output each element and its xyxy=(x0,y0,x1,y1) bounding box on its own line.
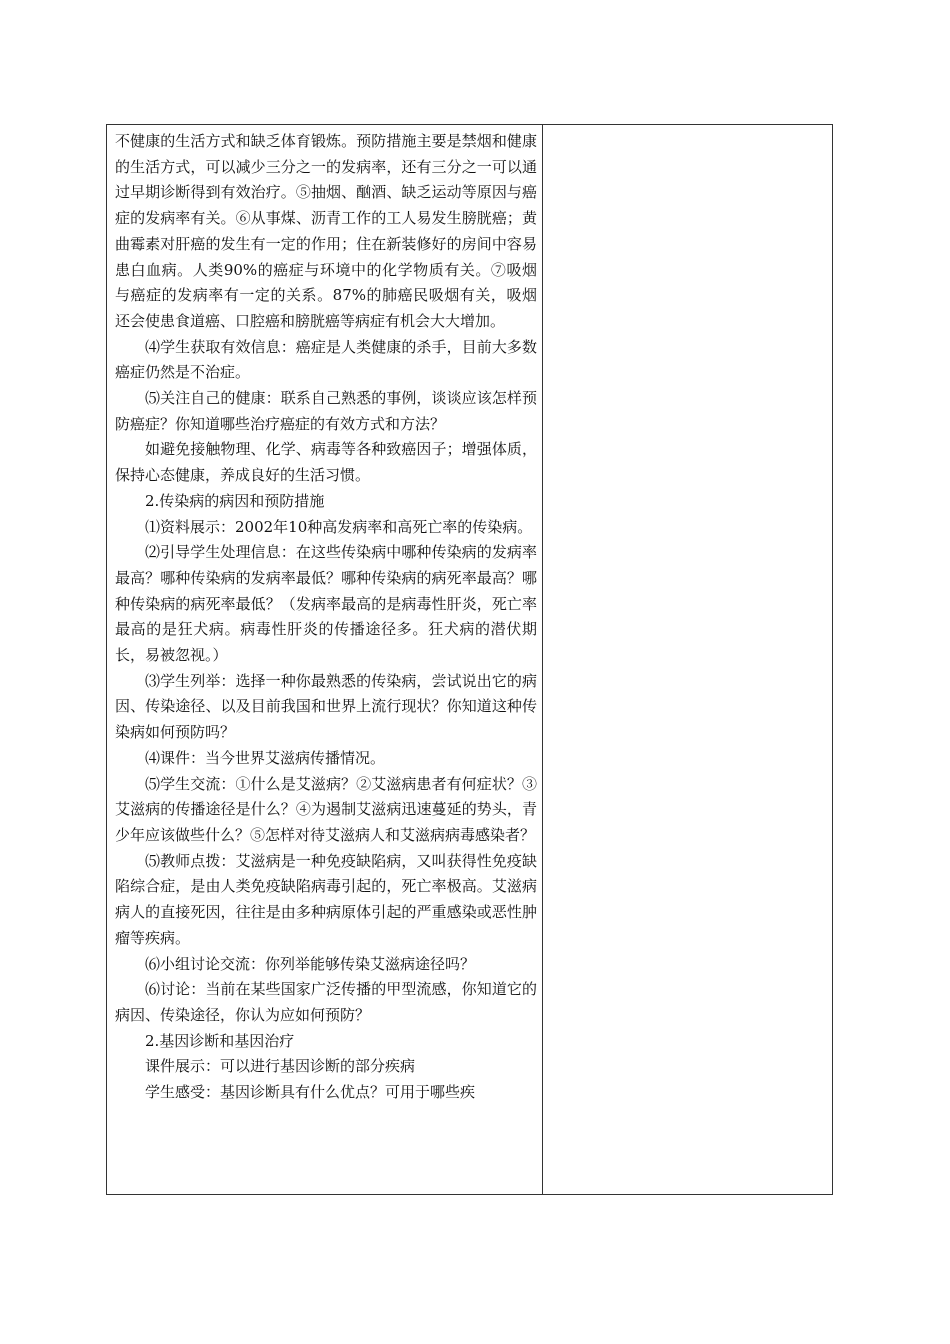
lesson-table xyxy=(106,124,833,1195)
paragraph-prevention-answer: 如避免接触物理、化学、病毒等各种致癌因子；增强体质，保持心态健康，养成良好的生活习惯。 xyxy=(115,440,537,485)
paragraph-health-concern: ⑸关注自己的健康：联系自己熟悉的事例，谈谈应该怎样预防癌症？你知道哪些治疗癌症的有效方式和方法？ xyxy=(115,389,537,433)
paragraph-teacher-guidance: ⑸教师点拨：艾滋病是一种免疫缺陷病，又叫获得性免疫缺陷综合症，是由人类免疫缺陷病毒引起的，死亡率极高。艾滋病病人的直接死因，往往是由多种病原体引起的严重感染或恶性肿瘤等疾病。 xyxy=(115,851,537,947)
section-heading-infectious: 2.传染病的病因和预防措施 xyxy=(145,491,325,510)
notes-cell xyxy=(543,125,832,1194)
paragraph-effective-info: ⑷学生获取有效信息：癌症是人类健康的杀手，目前大多数癌症仍然是不治症。 xyxy=(115,337,537,382)
paragraph-flu-discussion: ⑹讨论：当前在某些国家广泛传播的甲型流感，你知道它的病因、传染途径，你认为应如何预防？ xyxy=(115,980,537,1024)
lesson-content-cell xyxy=(107,125,542,1194)
paragraph-gene-feeling: 学生感受：基因诊断具有什么优点？可用于哪些疾 xyxy=(145,1083,476,1102)
paragraph-data-display: ⑴资料展示：2002年10种高发病率和高死亡率的传染病。 xyxy=(145,517,533,536)
paragraph-group-discussion: ⑹小组讨论交流：你列举能够传染艾滋病途径吗？ xyxy=(145,954,476,973)
paragraph-student-exchange: ⑸学生交流：①什么是艾滋病？②艾滋病患者有何症状？③艾滋病的传播途径是什么？④为遏制艾滋病迅速蔓延的势头，青少年应该做些什么？⑤怎样对待艾滋病人和艾滋病病毒感染者？ xyxy=(115,774,537,844)
paragraph-guide-students: ⑵引导学生处理信息：在这些传染病中哪种传染病的发病率最高？哪种传染病的发病率最低？哪种传染病的病死率最高？哪种传染病的病死率最低？（发病率最高的是病毒性肝炎，死亡率最高的是狂犬病。病毒性肝炎的传播途径多。狂犬病的潜伏期长，易被忽视。） xyxy=(115,543,537,665)
section-heading-gene: 2.基因诊断和基因治疗 xyxy=(145,1031,295,1050)
paragraph-courseware-aids: ⑷课件：当今世界艾滋病传播情况。 xyxy=(145,748,386,767)
paragraph-student-list: ⑶学生列举：选择一种你最熟悉的传染病，尝试说出它的病因、传染途径、以及目前我国和世界上流行现状？你知道这种传染病如何预防吗？ xyxy=(115,671,537,742)
paragraph-gene-courseware: 课件展示：可以进行基因诊断的部分疾病 xyxy=(145,1057,416,1076)
paragraph-cancer-causes: 不健康的生活方式和缺乏体育锻炼。预防措施主要是禁烟和健康的生活方式，可以减少三分之一的发病率，还有三分之一可以通过早期诊断得到有效治疗。⑤抽烟、酗酒、缺乏运动等原因与癌症的发病率有关。⑥从事煤、沥青工作的工人易发生膀胱癌；黄曲霉素对肝癌的发生有一定的作用；住在新装修好的房间中容易患白血病。人类90%的癌症与环境中的化学物质有关。⑦吸烟与癌症的发病率有一定的关系。87%的肺癌民吸烟有关，吸烟还会使患食道癌、口腔癌和膀胱癌等病症有机会大大增加。 xyxy=(115,132,537,330)
